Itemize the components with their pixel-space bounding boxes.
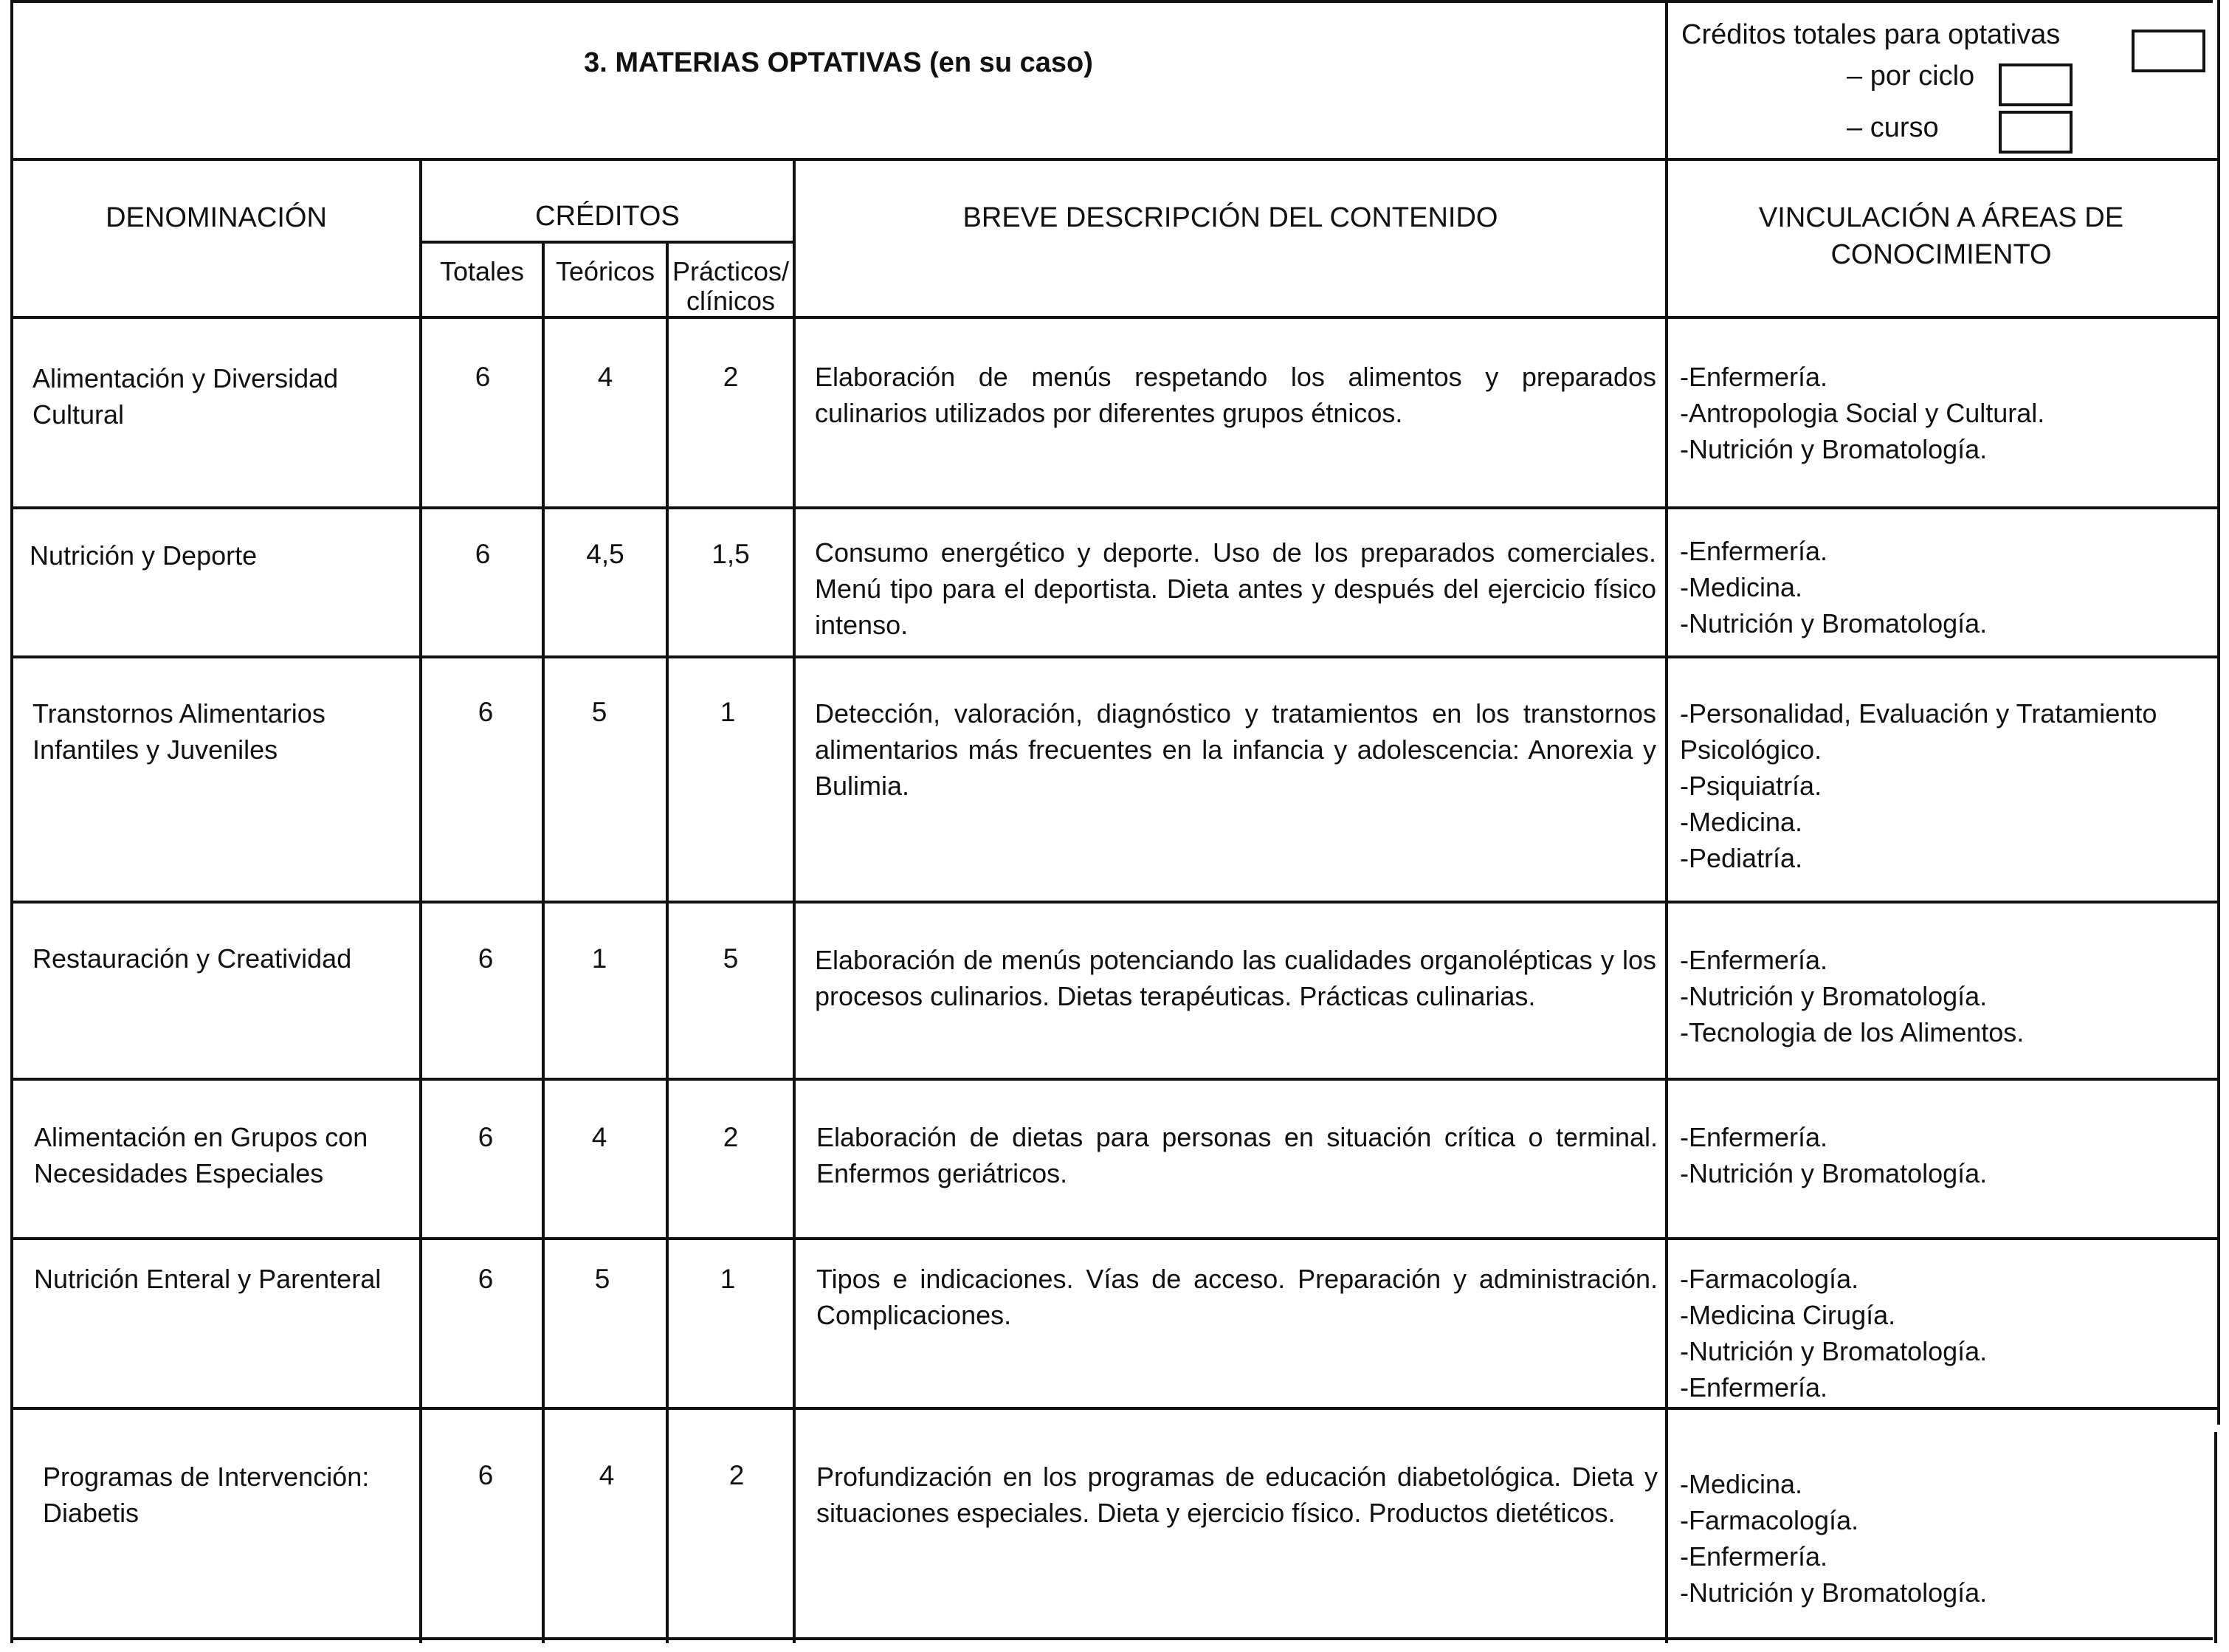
credits-subheader-line — [419, 241, 793, 244]
header-bottom-line — [10, 316, 2217, 319]
header-name: DENOMINACIÓN — [106, 202, 327, 233]
subject-description: Profundización en los programas de educación diabetológica. Dieta y situaciones especiales. Dieta y ejercicio físico. Productos dietéticos. — [816, 1462, 1658, 1528]
row-divider — [10, 506, 2217, 509]
subject-description: Consumo energético y deporte. Uso de los preparados comerciales. Menú tipo para el deportista. Dieta antes y después del ejercicio físico intenso. — [815, 537, 1656, 640]
row-divider — [10, 1407, 2217, 1410]
header-totals: Totales — [439, 256, 525, 286]
row-divider — [10, 1237, 2217, 1240]
section-title: 3. MATERIAS OPTATIVAS (en su caso) — [584, 47, 1093, 78]
credits-total-box[interactable] — [2132, 30, 2205, 72]
credits-total-label: Créditos totales para optativas — [1681, 19, 2061, 50]
subject-description: Detección, valoración, diagnóstico y tratamientos en los transtornos alimentarios más frecuentes en la infancia y adolescencia: Anorexia y Bulimia. — [815, 698, 1656, 801]
credits-practice: 1 — [720, 697, 736, 727]
subject-name: Alimentación y Diversidad Cultural — [32, 363, 339, 430]
credits-practice: 2 — [723, 362, 739, 392]
col-divider-theory — [666, 241, 669, 1643]
knowledge-areas: -Enfermería. -Nutrición y Bromatología. -Tecnologia de los Alimentos. — [1680, 945, 2025, 1047]
credits-totals: 6 — [475, 362, 491, 392]
subject-description: Elaboración de menús potenciando las cualidades organolépticas y los procesos culinarios. Dietas terapéuticas. Prácticas culinarias. — [815, 945, 1656, 1011]
credits-theory: 4,5 — [586, 539, 624, 569]
header-credits: CRÉDITOS — [535, 201, 680, 232]
credits-course-label: – curso — [1847, 112, 1939, 143]
knowledge-areas: -Enfermería. -Medicina. -Nutrición y Bromatología. — [1680, 536, 1988, 639]
credits-totals: 6 — [478, 697, 494, 727]
subject-name: Transtornos Alimentarios Infantiles y Juveniles — [32, 698, 325, 765]
credits-totals: 6 — [478, 1122, 494, 1152]
header-divider — [10, 158, 2217, 161]
table-top-border — [10, 0, 2213, 3]
row-divider — [10, 655, 2217, 658]
credits-theory: 4 — [591, 1122, 607, 1152]
col-divider-totals — [542, 241, 545, 1643]
subject-description: Elaboración de menús respetando los alimentos y preparados culinarios utilizados por diferentes grupos étnicos. — [815, 362, 1656, 428]
table-left-border — [10, 0, 13, 1643]
subject-description: Elaboración de dietas para personas en situación crítica o terminal. Enfermos geriátricos. — [816, 1122, 1658, 1188]
credits-per-cycle-box[interactable] — [1999, 63, 2073, 106]
credits-practice: 1 — [720, 1264, 736, 1294]
credits-practice: 2 — [723, 1122, 739, 1152]
col-divider-description — [1665, 0, 1668, 1643]
credits-course-box[interactable] — [1999, 111, 2073, 154]
credits-theory: 5 — [591, 697, 607, 727]
credits-totals: 6 — [478, 1460, 494, 1490]
table-right-border-lower — [2214, 1432, 2217, 1643]
knowledge-areas: -Personalidad, Evaluación y Tratamiento Psicológico. -Psiquiatría. -Medicina. -Pediatría. — [1680, 698, 2157, 873]
knowledge-areas: -Enfermería. -Antropologia Social y Cultural. -Nutrición y Bromatología. — [1680, 362, 2045, 464]
credits-practice: 2 — [728, 1460, 745, 1490]
subject-name: Nutrición Enteral y Parenteral — [34, 1264, 382, 1294]
subject-name: Programas de Intervención: Diabetis — [43, 1462, 370, 1528]
knowledge-areas: -Farmacología. -Medicina Cirugía. -Nutrición y Bromatología. -Enfermería. — [1680, 1264, 1988, 1403]
credits-practice: 1,5 — [712, 539, 750, 569]
credits-theory: 4 — [597, 362, 613, 392]
credits-totals: 6 — [478, 943, 494, 974]
header-theory: Teóricos — [555, 256, 655, 286]
subject-name: Alimentación en Grupos con Necesidades Especiales — [34, 1122, 368, 1188]
row-divider — [10, 1078, 2217, 1081]
credits-per-cycle-label: – por ciclo — [1847, 61, 1975, 92]
subject-name: Nutrición y Deporte — [30, 540, 258, 571]
credits-theory: 4 — [599, 1460, 615, 1490]
header-practice: Prácticos/ clínicos — [672, 256, 790, 316]
credits-totals: 6 — [478, 1264, 494, 1294]
row-divider — [10, 901, 2217, 904]
table-bottom-border — [10, 1637, 2213, 1640]
subject-description: Tipos e indicaciones. Vías de acceso. Preparación y administración. Complicaciones. — [816, 1264, 1658, 1330]
header-areas: VINCULACIÓN A ÁREAS DE CONOCIMIENTO — [1758, 202, 2124, 270]
credits-theory: 5 — [594, 1264, 610, 1294]
credits-totals: 6 — [475, 539, 491, 569]
header-description: BREVE DESCRIPCIÓN DEL CONTENIDO — [962, 202, 1498, 233]
knowledge-areas: -Medicina. -Farmacología. -Enfermería. -Nutrición y Bromatología. — [1680, 1469, 1988, 1608]
knowledge-areas: -Enfermería. -Nutrición y Bromatología. — [1680, 1122, 1988, 1188]
credits-theory: 1 — [591, 943, 607, 974]
table-right-border — [2217, 0, 2220, 1425]
subject-name: Restauración y Creatividad — [32, 943, 352, 974]
credits-practice: 5 — [723, 943, 739, 974]
